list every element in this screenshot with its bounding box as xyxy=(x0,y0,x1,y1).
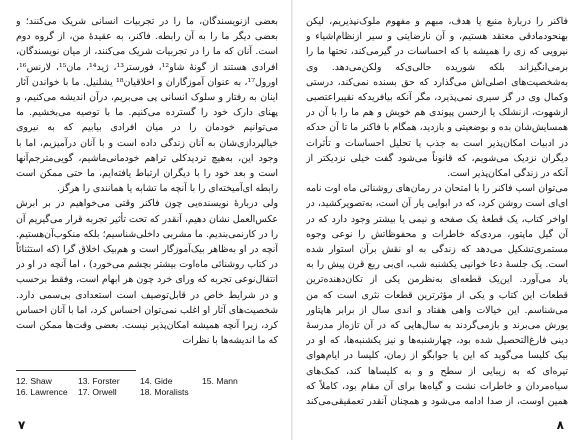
page-number: ۸ xyxy=(556,418,564,432)
left-page xyxy=(16,14,278,434)
footnotes xyxy=(16,376,278,398)
footnote: 15. Mann xyxy=(202,376,238,386)
paragraph: می‌توان اسب فاکنر را با امتحان در رمان‌های روشنائی ماه اوت نامه ای‌ای است روشن کرد، که در ابوایی یار آن است، به‌تصویرکشید، در اواخر کتاب، یک قطعهٔ یک صفحه و نیمی یا بیشتر وجود دارد که در آن گیل ماپتور، مردی‌که خاطرات و محفوظاتش را نوعی وجوه مستمری‌تشکیل می‌دهد که زندگی به او نقش برآن استوار شده است. یک جلسهٔ دعا خوانیی یکشنبه شب، ای‌بی ربع قرن پیش را به یاد می‌آورد. این‌یک قطعه‌ای به‌نظرمن یکی از تکان‌دهنده‌ترین قطعات این کتاب و یکی از مؤثرترین قطعات نثری است که من می‌شناسم. این خیالات واهی هفتاد و اندی سال از برابر هاپتاور یورش می‌برند و بازمی‌گردند به سال‌هایی که در آن تازه‌از مدرسهٔ دینی فارغ‌التحصیل شده بود، چهارشنبه‌ها و نیز یکشنبه‌ها، که او در بیک کلیسا می‌گوید که این یا جوابگو از زمان، کلیسا در ایام‌هوای تیره‌ای که به زیبایی از سطح و و به کلیساها کند، کمک‌های سیاه‌مردان و خاطرات نشت و گیاه‌ها برای آن مقام بود، کاملاً که همین اوست، از صدا ادامه می‌شود و همچنان آنقدر تعمقیقی‌می‌کند xyxy=(306,183,568,408)
book-gutter xyxy=(291,0,293,440)
left-page-body xyxy=(16,14,278,370)
page-number: ۷ xyxy=(18,418,26,432)
footnote: 18. Moralists xyxy=(140,387,189,397)
paragraph: بعضی ازنویسندگان، ما را در تجربیات انسانی شریک می‌کنند؛ و بعضی دیگر ما را به آن رابطه. فاکنر، به عقیدهٔ من، از گروه دوم است. آنان که ما را در تجربیات شریک می‌کنند، از میان نویسندگان، افرادی هستند از گونهٔ شاو¹²، فورستر¹³، ژید¹⁴، مان¹⁵، لارنس¹⁶، اورول¹⁷، به عنوان آموزگاران و اخلاقیان¹⁸ یشلنیل. ما با خواندن آثار اینان به رفتار و سلوک انسانی پی می‌بریم، درآن اندیشه می‌کنیم، و پهنای دارک خود را گسترده می‌کنیم. ما با توصیه می‌بخشیم. ما می‌توانیم خودمان را در میان افرادی بیابیم که به نیروی خیالپردازی‌شان به آنان زندگی داده است و با آنان درآمیزیم، اما با وجود این، به‌هیچ تردیدکلی تراهم خودمانی‌ماشیم، گویی‌مترجم‌آنها است و بعد خود را با دیگران ارتباط یافته‌ایم، ما حتی ممکن است رابطه ای‌آمیخته‌ای را با آنچه ما تشابه یا همانندی را هرگز. xyxy=(16,16,278,195)
footnote-row xyxy=(16,387,278,398)
footnote: 13. Forster xyxy=(78,376,120,386)
footnote: 16. Lawrence xyxy=(16,387,68,397)
right-page xyxy=(306,14,568,434)
paragraph: فاکنر را دربارهٔ منبع یا هدف، مبهم و مفهوم ملوک‌نپذیریم، لیکن بهنحودمادقی معتقد هستیم، و آن نارضایتی و سیر ازنظام‌اشیاء و نیرویی که زی را همیشه با که احساسات در گیرمی‌کند، تحتها ما را برمی‌انگیزاند بلکه شوریده حالی‌ی‌که ولکن‌می‌دهد. وی به‌شخصیت‌های اصلی‌اش می‌گذارد که حق بسنده نمی‌کند، درستی وکمال وی در گز سیری نمی‌پذیرد، مگر آنکه بیافریدکه نقیبراعتصبی ازشهوت، ازنشلک یا ازحسن پیوندی هم خویش و هم ما را با آن در همسایش‌شان بده و بوضعیتی و بازدید، همگام با فاکنر ما تا آن حدکه در ادبیات امکان‌پذیر است به جذب یا تحلیل احساسات و تأثرات دیگران نزدیک می‌شویم، که قانوناً می‌شود گفت خیلی نزدیکتر از آنکه در زندگی امکان‌پذیر است. xyxy=(306,16,568,180)
footnote: 12. Shaw xyxy=(16,376,52,386)
paragraph: ولی دربارهٔ نویسنده‌یی چون فاکنر وقتی می‌خواهیم در بر ابرش عکس‌العمل نشان دهیم، آنقدر که تحت تأثیر تجربه قرار می‌گیریم آن را در کارنمی‌بندیم. ما مشربی داخلی‌شناسیم؛ بلکه منکوب‌آن‌هستیم. آنچه در او به‌ظاهر بیک‌آموزگار است و هم‌بیک اخلاق گرا (که استثنائاً در کتاب روشنائی ماه‌اوت بیشتر بچشم می‌خورد) ، اما آنچه در او در انتقال‌نوعی تجربه که ورای خرد چون هر ابهام است، وفقط برحسب و در شرایط خاص در قابل‌توصیف است استعدادی بی‌سمی دارد. شخصیت‌های آثار او اغلب نمی‌توان احساس کرد، اما با آنان احساس کرد، زیرا آنچه همیشه امکان‌پذیر نیست. بعضی وقت‌ها ممکن است که ما انديشه‌ها با نظرات xyxy=(16,198,278,347)
footnote: 14. Gide xyxy=(140,376,173,386)
right-page-body xyxy=(306,14,568,408)
footnote: 17. Orwell xyxy=(78,387,117,397)
footnote-row xyxy=(16,376,278,387)
footnote-divider xyxy=(16,370,136,371)
